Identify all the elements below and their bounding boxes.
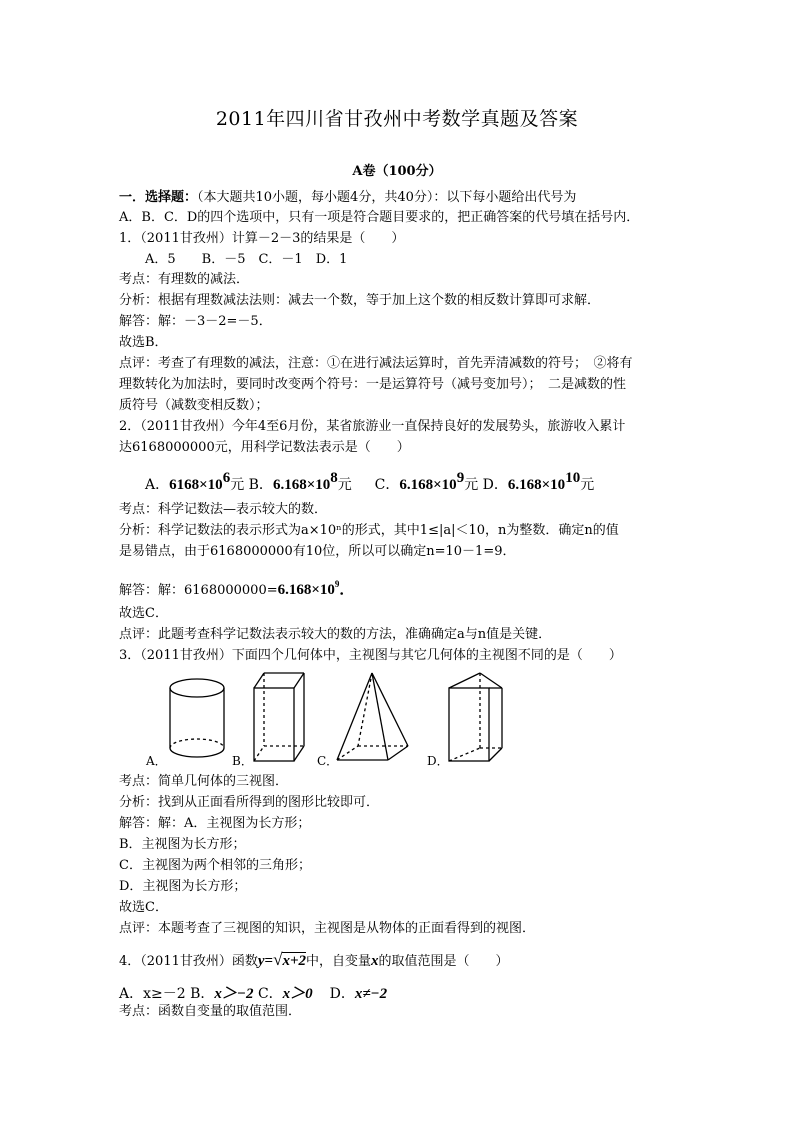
q3-kaodian: 考点：简单几何体的三视图． [119, 774, 289, 789]
q2-option-d-unit: 元 [580, 477, 595, 493]
q4-func: y [257, 953, 265, 969]
q4-options [119, 982, 387, 1003]
q1-gu: 故选B． [119, 335, 168, 350]
q3-label-b: B． [232, 754, 253, 768]
q2-option-c-label: C． [374, 477, 400, 493]
q1-fenxi: 分析：根据有理数减法法则：减去一个数，等于加上这个数的相反数计算即可求解． [119, 293, 601, 308]
q2-option-a-exp: 6 [222, 470, 231, 486]
q2-option-c-math: 6.168×10 [399, 477, 457, 493]
q2-option-c-exp: 9 [456, 470, 465, 486]
q2-option-d-exp: 10 [565, 470, 581, 486]
q1-options: A．5 B．－5 C．－1 D．1 [145, 252, 348, 267]
q2-stem-2: 达6168000000元，用科学记数法表示是（ ） [119, 440, 410, 455]
q1-stem: 1．（2011甘孜州）计算－2－3的结果是（ ） [119, 231, 405, 246]
q4-option-c-math: x＞0 [282, 986, 313, 1002]
pyramid-figure [337, 673, 408, 760]
q4-option-d-math: x≠−2 [354, 986, 388, 1002]
q2-option-d-math: 6.168×10 [507, 477, 566, 493]
q3-c: C．主视图为两个相邻的三角形； [119, 858, 311, 873]
page-title: 2011年四川省甘孜州中考数学真题及答案 [215, 108, 579, 130]
q2-jieda [119, 574, 679, 601]
box-figure [254, 673, 304, 761]
section-intro-line-2: A．B．C．D的四个选项中，只有一项是符合题目要求的，把正确答案的代号填在括号内． [119, 210, 640, 225]
q2-option-a-math: 6168×10 [169, 477, 223, 493]
q4-stem-suffix: 的取值范围是（ ） [378, 954, 509, 969]
q4-stem-prefix: 4．（2011甘孜州）函数 [119, 954, 258, 969]
q2-options [145, 470, 594, 494]
q2-fenxi-2: 是易错点，由于6168000000有10位，所以可以确定n=10－1=9． [119, 544, 516, 559]
q3-fenxi: 分析：找到从正面看所得到的图形比较即可． [119, 795, 380, 810]
q3-label-d: D． [427, 754, 449, 768]
q2-fenxi-1: 分析：科学记数法的表示形式为a×10ⁿ的形式，其中1≤|a|＜10，n为整数．确定n的值 [119, 523, 619, 538]
q4-option-a: A．x≥－2 [119, 986, 186, 1002]
q2-gu: 故选C． [119, 606, 168, 621]
q2-option-d-label: D． [482, 477, 508, 493]
section-intro-line [119, 188, 679, 208]
q3-label-a: A． [146, 754, 167, 768]
q3-stem: 3．（2011甘孜州）下面四个几何体中，主视图与其它几何体的主视图不同的是（ ） [119, 648, 622, 663]
q2-option-a-unit: 元 [230, 477, 245, 493]
q3-b: B．主视图为长方形； [119, 837, 246, 852]
q2-dianping: 点评：此题考查科学记数法表示较大的数的方法，准确确定a与n值是关键． [119, 627, 552, 642]
sqrt-icon: √ [273, 950, 283, 969]
q4-eq: = [264, 953, 274, 969]
q4-stem-mid: 中，自变量 [306, 954, 372, 969]
q3-gu: 故选C． [119, 900, 168, 915]
q2-option-a-label: A． [145, 477, 170, 493]
q1-dianping-2: 理数转化为加法时，要同时改变两个符号：一是运算符号（减号变加号）； 二是减数的性 [119, 377, 627, 392]
q1-dianping-1: 点评：考查了有理数的减法，注意：①在进行减法运算时，首先弄清减数的符号； ②将有 [119, 356, 633, 371]
q2-option-b-math: 6.168×10 [272, 477, 331, 493]
q3-jieda: 解答：解：A．主视图为长方形； [119, 816, 311, 831]
q3-figures-svg [140, 668, 660, 768]
q4-option-b-math: x＞−2 [214, 986, 254, 1002]
q2-jieda-prefix: 解答：解：6168000000= [119, 583, 278, 598]
q4-kaodian: 考点：函数自变量的取值范围． [119, 1004, 302, 1019]
q2-option-b-exp: 8 [330, 470, 338, 486]
q3-d: D．主视图为长方形； [119, 879, 247, 894]
q4-var: x [371, 953, 379, 969]
q4-option-c-label: C． [257, 986, 283, 1002]
q1-jieda: 解答：解：－3－2=－5． [119, 314, 272, 329]
q2-jieda-suffix: ． [339, 582, 355, 598]
q3-label-c: C． [317, 754, 339, 768]
q4-stem [119, 950, 679, 972]
q4-option-b-label: B． [190, 986, 215, 1002]
section-subtitle: A卷（100分） [352, 164, 442, 179]
prism-figure [449, 673, 502, 761]
q2-jieda-exp: 9 [334, 579, 340, 589]
q2-kaodian: 考点：科学记数法—表示较大的数． [119, 502, 328, 517]
cylinder-figure [170, 679, 224, 757]
section-intro: （本大题共10小题，每小题4分，共40分）：以下每小题给出代号为 [197, 190, 577, 205]
q2-jieda-math: 6.168×10 [277, 582, 335, 598]
q2-option-c-unit: 元 [464, 477, 479, 493]
q4-radicand: x+2 [282, 953, 306, 969]
q3-dianping: 点评：本题考查了三视图的知识，主视图是从物体的正面看得到的视图． [119, 921, 536, 936]
q1-dianping-3: 质符号（减数变相反数）； [119, 398, 269, 413]
q3-figures [140, 668, 660, 768]
q4-option-d-label: D． [329, 986, 355, 1002]
section-heading: 一．选择题： [119, 190, 198, 205]
q2-option-b-unit: 元 [337, 477, 352, 493]
q2-stem-1: 2．（2011甘孜州）今年4至6月份，某省旅游业一直保持良好的发展势头，旅游收入累计 [119, 419, 626, 434]
q1-kaodian: 考点：有理数的减法． [119, 272, 250, 287]
q2-option-b-label: B． [248, 477, 273, 493]
